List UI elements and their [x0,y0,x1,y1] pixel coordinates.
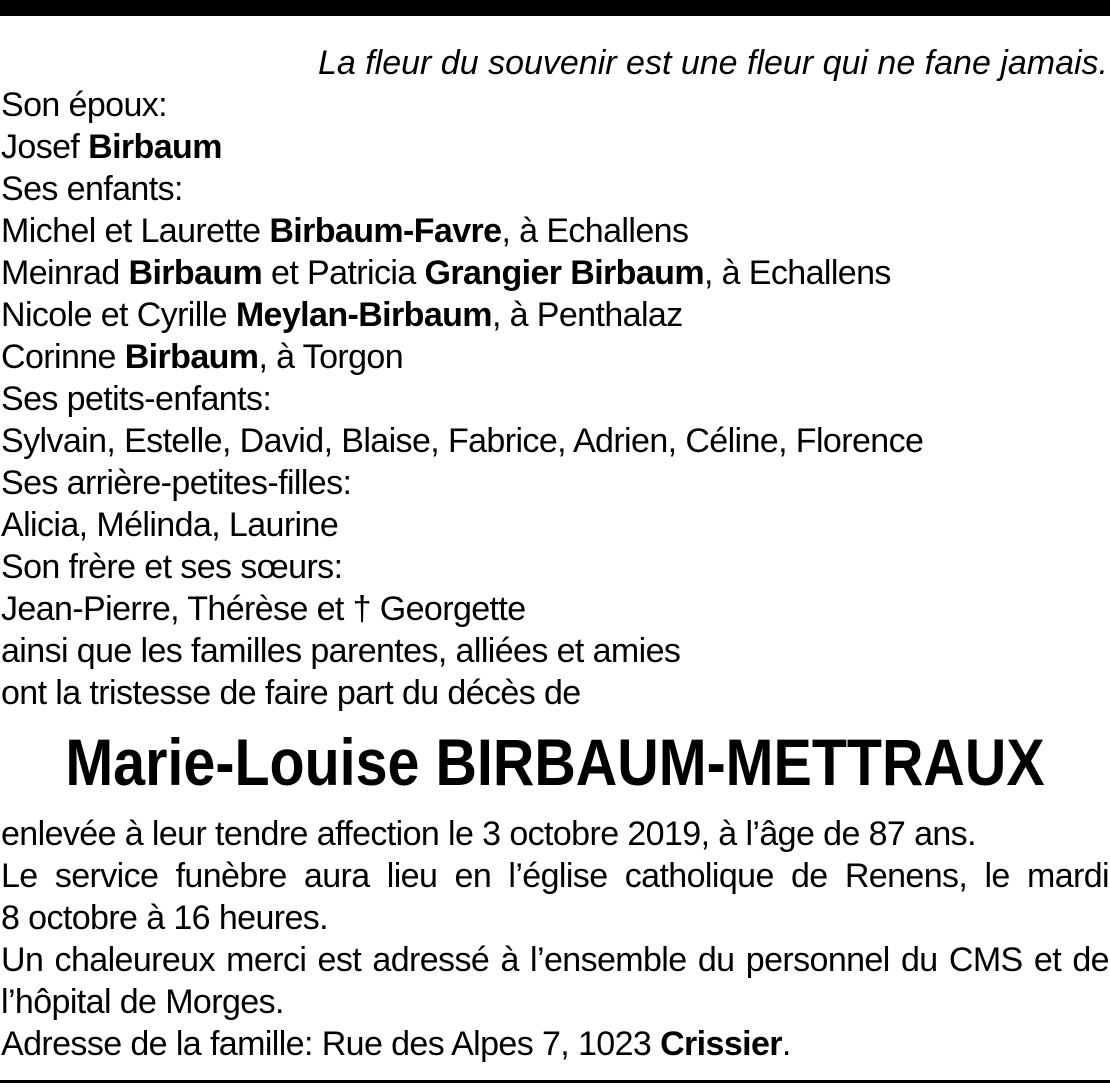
surname: Birbaum [88,128,222,166]
address-period: . [781,1025,791,1063]
passing-statement: enlevée à leur tendre affection le 3 octobre 2019, à l’âge de 87 ans. [1,815,976,853]
great-granddaughters-label: Ses arrière-petites-filles: [1,464,352,502]
thanks-line: Un chaleureux merci est adressé à l’ensemble du personnel du CMS et de [1,941,1109,979]
closing-line: ainsi que les familles parentes, alliées et amies [1,632,681,670]
surname: Birbaum-Favre [269,212,502,250]
siblings-label: Son frère et ses sœurs: [1,548,343,586]
deceased-name: Marie-Louise BIRBAUM-METTRAUX [65,725,1045,799]
deceased-name-block [0,725,1110,799]
residence: , à Echallens [501,212,689,250]
given-name: Corinne [1,338,125,376]
surname: Meylan-Birbaum [235,296,492,334]
address-text: Adresse de la famille: Rue des Alpes 7, 1023 [1,1025,661,1063]
great-granddaughters-names: Alicia, Mélinda, Laurine [1,506,339,544]
closing-line: ont la tristesse de faire part du décès de [1,674,581,712]
funeral-service-line: Le service funèbre aura lieu en l’église catholique de Renens, le mardi [1,857,1109,895]
given-names: Nicole et Cyrille [1,296,236,334]
funeral-service-line: 8 octobre à 16 heures. [1,899,329,937]
child-entry [1,252,923,294]
given-name: Meinrad [1,254,129,292]
spouse-entry [1,126,923,168]
family-address [1,1023,1109,1065]
top-rule [0,0,1110,16]
given-name: Josef [1,128,89,166]
bottom-rule [0,1080,1110,1083]
siblings-names: Jean-Pierre, Thérèse et † Georgette [1,590,526,628]
epigraph: La fleur du souvenir est une fleur qui ne fane jamais. [317,44,1108,82]
children-label: Ses enfants: [1,170,183,208]
residence: , à Torgon [258,338,404,376]
grandchildren-names: Sylvain, Estelle, David, Blaise, Fabrice, Adrien, Céline, Florence [1,422,924,460]
child-entry [1,294,923,336]
partner-surname: Grangier Birbaum [424,254,704,292]
given-names: Michel et Laurette [1,212,270,250]
residence: , à Penthalaz [491,296,683,334]
child-entry [1,210,923,252]
grandchildren-label: Ses petits-enfants: [1,380,272,418]
address-town: Crissier [660,1025,782,1063]
relatives-list [1,84,923,714]
partner-given-name: et Patricia [262,254,425,292]
spouse-label: Son époux: [1,86,168,124]
notice-body [1,813,1109,1065]
child-entry [1,336,923,378]
surname: Birbaum [128,254,263,292]
residence: , à Echallens [703,254,891,292]
surname: Birbaum [124,338,259,376]
thanks-line: l’hôpital de Morges. [1,983,284,1021]
